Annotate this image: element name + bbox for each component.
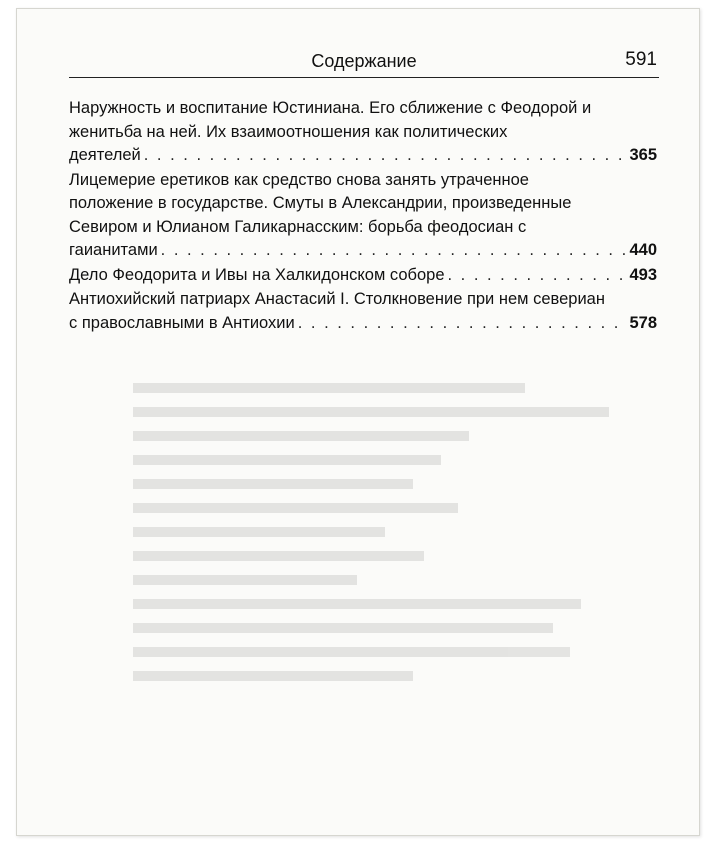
reverse-side-show-through — [77, 369, 637, 789]
running-header — [69, 47, 659, 78]
toc-entry-line: положение в государстве. Смуты в Александрии, произведенные — [69, 194, 572, 212]
toc-entry-last-line — [69, 264, 657, 288]
toc-entry-line: Севиром и Юлианом Галикарнасским: борьба феодосиан с — [69, 217, 527, 236]
toc-page-number: 440 — [629, 241, 657, 259]
toc-entry-text: деятелей — [69, 146, 141, 164]
toc-entry-line: Лицемерие еретиков как средство снова занять утраченное — [69, 170, 529, 189]
toc-page-number: 493 — [629, 265, 657, 284]
toc-entry — [69, 288, 657, 335]
toc-entry-line: женитьба на ней. Их взаимоотношения как политических — [69, 122, 508, 141]
book-page — [16, 8, 700, 836]
toc-entry-text: с православными в Антиохии — [69, 313, 295, 332]
leader-dots — [448, 264, 627, 288]
toc-entry — [69, 97, 657, 168]
toc-entry-last-line — [69, 144, 657, 168]
toc-entry-line: Наружность и воспитание Юстиниана. Его сближение с Феодорой и — [69, 99, 592, 117]
toc-entry-line: Антиохийский патриарх Анастасий I. Столкновение при нем севериан — [69, 290, 605, 308]
toc-entry — [69, 264, 657, 288]
toc-entry-text: Дело Феодорита и Ивы на Халкидонском соборе — [69, 265, 445, 284]
leader-dots — [298, 312, 627, 336]
toc-page-number: 365 — [629, 146, 657, 164]
toc-entry-text: гаианитами — [69, 241, 158, 259]
leader-dots — [144, 144, 627, 168]
toc-entry-last-line — [69, 239, 657, 263]
leader-dots — [161, 239, 627, 263]
toc-page-number: 578 — [629, 313, 657, 332]
toc-entry — [69, 169, 657, 263]
toc-entry-last-line — [69, 312, 657, 336]
page-number: 591 — [625, 49, 657, 70]
table-of-contents — [69, 97, 657, 336]
header-title: Содержание — [311, 51, 417, 71]
